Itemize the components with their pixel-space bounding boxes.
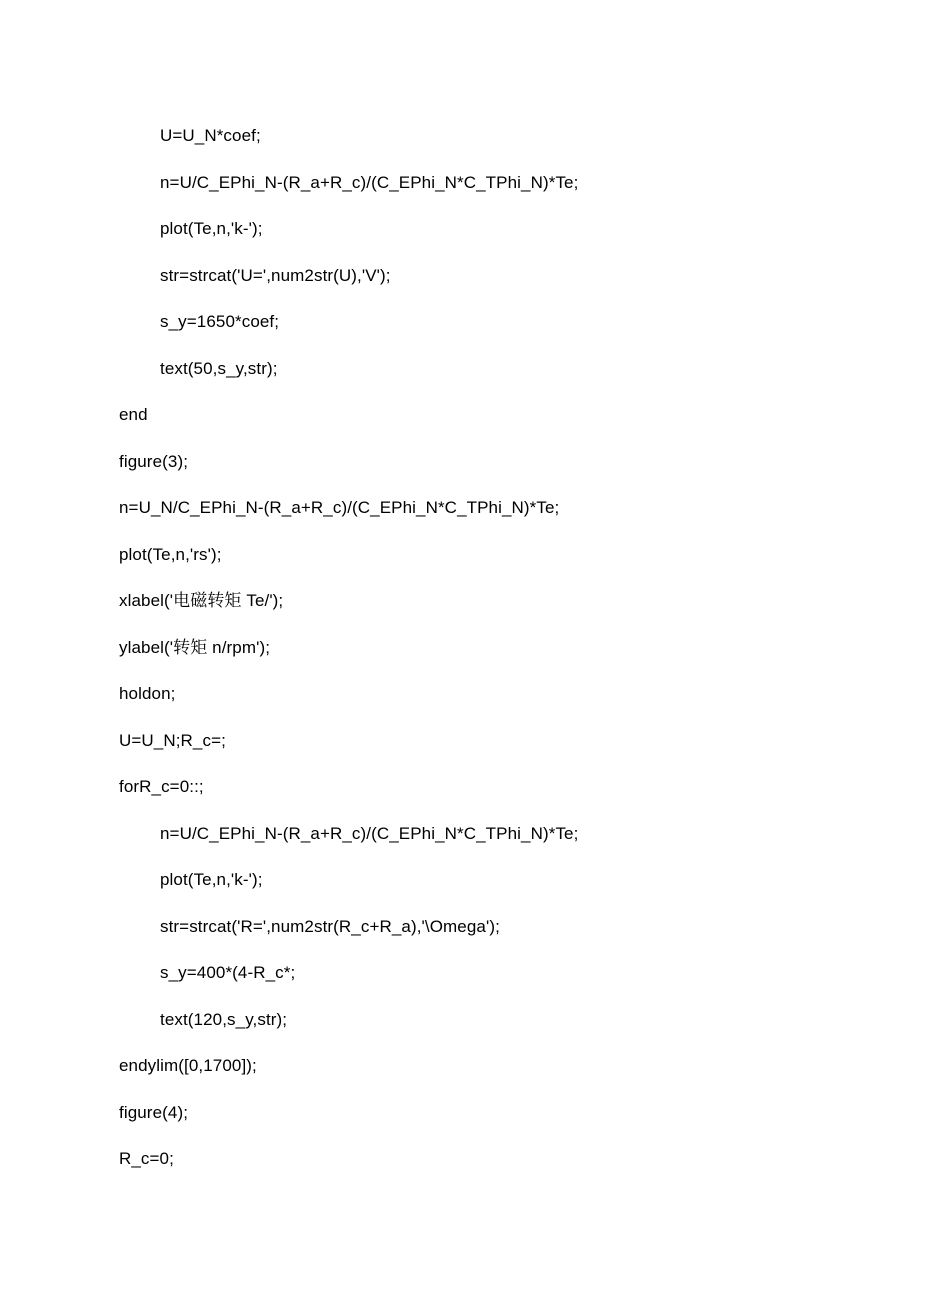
code-line: holdon;	[119, 684, 176, 703]
code-line: text(120,s_y,str);	[160, 1009, 288, 1029]
code-line: n=U/C_EPhi_N-(R_a+R_c)/(C_EPhi_N*C_TPhi_N)*Te;	[160, 172, 579, 192]
code-line: figure(3);	[119, 451, 189, 471]
code-line: s_y=400*(4-R_c*;	[160, 963, 296, 982]
code-line: U=U_N*coef;	[160, 126, 261, 145]
code-listing	[0, 121, 950, 1191]
code-line: R_c=0;	[119, 1149, 174, 1168]
code-line: end	[119, 405, 148, 424]
code-line: plot(Te,n,'k-');	[160, 219, 263, 238]
code-line: n=U/C_EPhi_N-(R_a+R_c)/(C_EPhi_N*C_TPhi_N)*Te;	[160, 823, 579, 843]
code-line: figure(4);	[119, 1102, 189, 1122]
code-line: s_y=1650*coef;	[160, 312, 280, 331]
code-line: plot(Te,n,'k-');	[160, 870, 263, 889]
code-line: xlabel('电磁转矩 Te/');	[119, 591, 284, 610]
code-line: U=U_N;R_c=;	[119, 730, 226, 750]
code-line: endylim([0,1700]);	[119, 1056, 257, 1075]
code-line: str=strcat('R=',num2str(R_c+R_a),'\Omega');	[160, 916, 500, 936]
code-line: plot(Te,n,'rs');	[119, 544, 222, 564]
code-line: text(50,s_y,str);	[160, 358, 278, 378]
code-line: forR_c=0::;	[119, 777, 204, 796]
code-line: ylabel('转矩 n/rpm');	[119, 637, 271, 657]
code-line: n=U_N/C_EPhi_N-(R_a+R_c)/(C_EPhi_N*C_TPhi_N)*Te;	[119, 498, 560, 517]
code-line: str=strcat('U=',num2str(U),'V');	[160, 265, 391, 285]
